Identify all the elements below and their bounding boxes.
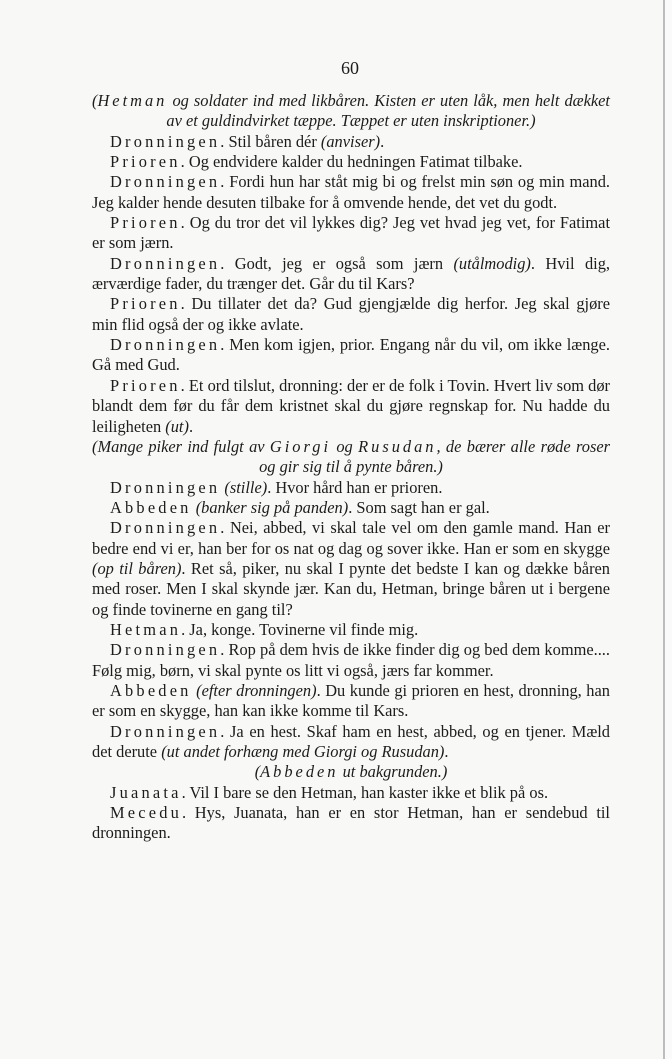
spoken-text: . Fordi hun har ståt mig bi og frelst min søn og min mand. Jeg kalder hende desuten tilbake for å omvende hende, det vet du godt.	[92, 172, 610, 212]
spoken-text: . Hys, Juanata, han er en stor Hetman, han er sendebud til dronningen.	[92, 803, 610, 843]
spoken-text: . Rop på dem hvis de ikke finder dig og bed dem komme.... Følg mig, børn, vi skal pynte os litt vi også, jærs far kommer.	[92, 640, 610, 680]
spoken-text: .	[380, 131, 385, 151]
stage-direction	[92, 437, 610, 478]
dialogue-line	[92, 254, 610, 295]
spoken-text: . Ja en hest. Skaf ham en hest, abbed, og en tjener. Mæld det derute	[92, 721, 610, 761]
character-name: Rusudan	[358, 436, 437, 456]
speaker-name: Prioren	[110, 294, 181, 314]
dialogue-line	[92, 294, 610, 335]
spoken-text: . Godt, jeg er også som jærn	[220, 253, 454, 273]
stage-note: (ut)	[165, 416, 189, 436]
speaker-name: Prioren	[110, 152, 181, 172]
spoken-text: . Men kom igjen, prior. Engang når du vil, om ikke længe. Gå med Gud.	[92, 335, 610, 375]
dialogue-line	[92, 335, 610, 376]
spoken-text: .	[188, 416, 194, 436]
spoken-text: . Et ord tilslut, dronning: der er de folk i Tovin. Hvert liv som dør blandt dem før du får dem kristnet skal du gjøre regnskap for. Nu hadde du leiligheten	[92, 375, 610, 436]
stage-note: (efter dronningen)	[196, 680, 317, 700]
spoken-text: . Vil I bare se den Hetman, han kaster ikke et blik på os.	[181, 782, 549, 802]
dialogue-line	[92, 172, 610, 213]
spoken-text: . Og du tror det vil lykkes dig? Jeg vet hvad jeg vet, for Fatimat er som jærn.	[92, 213, 610, 253]
spoken-text: . Som sagt han er gal.	[348, 497, 490, 517]
dialogue-line	[92, 620, 610, 640]
speaker-name: Dronningen	[110, 721, 221, 741]
dialogue-line	[92, 518, 610, 620]
stage-note: (Mange piker ind fulgt av	[92, 436, 270, 456]
dialogue-line	[92, 376, 610, 437]
stage-note: og soldater ind med likbåren. Kisten er uten låk, men helt dækket av et guldindvirket tæppe. Tæppet er uten inskriptioner.)	[166, 91, 610, 131]
dialogue-line	[92, 498, 610, 518]
stage-note: (	[92, 91, 98, 110]
stage-direction	[92, 762, 610, 782]
speaker-name: Hetman	[110, 619, 182, 639]
dialogue-line	[92, 722, 610, 763]
speaker-name: Dronningen	[110, 172, 221, 192]
play-text-body	[92, 91, 610, 844]
spoken-text: . Nei, abbed, vi skal tale vel om den gamle mand. Han er bedre end vi er, han ber for os nat og dag og sover ikke. Han er som en skygge	[92, 518, 610, 558]
dialogue-line	[92, 681, 610, 722]
speaker-name: Abbeden	[110, 497, 192, 517]
speaker-name: Dronningen	[110, 131, 221, 151]
page-edge-margin	[665, 0, 672, 1059]
stage-direction	[92, 91, 610, 132]
character-name: Abbeden	[260, 762, 339, 782]
speaker-name: Dronningen	[110, 253, 221, 273]
stage-note: (banker sig på panden)	[195, 497, 349, 517]
stage-note: og	[331, 436, 359, 456]
dialogue-line	[92, 803, 610, 844]
character-name: Hetman	[97, 91, 168, 110]
spoken-text: .	[444, 742, 449, 761]
speaker-name: Prioren	[110, 213, 181, 233]
stage-note: , de bærer alle røde roser og gir sig til å pynte båren.)	[259, 436, 610, 477]
stage-note: (ut andet forhæng med Giorgi og Rusudan)	[161, 742, 445, 761]
spoken-text: . Ja, konge. Tovinerne vil finde mig.	[181, 619, 419, 639]
stage-note: ut bakgrunden.)	[338, 762, 448, 782]
stage-note: (	[254, 762, 261, 782]
spoken-text: . Du tillater det da? Gud gjengjælde dig herfor. Jeg skal gjøre min flid også der og ikke avlate.	[92, 294, 610, 334]
speaker-name: Dronningen	[110, 477, 221, 497]
character-name: Giorgi	[269, 436, 331, 456]
stage-note: (anviser)	[320, 131, 381, 151]
dialogue-line	[92, 640, 610, 681]
speaker-name: Dronningen	[110, 640, 221, 660]
stage-note: (utålmodig)	[453, 253, 531, 273]
stage-note: (op til båren)	[92, 558, 182, 578]
speaker-name: Juanata	[110, 782, 182, 802]
speaker-name: Prioren	[110, 375, 181, 395]
speaker-name: Dronningen	[110, 518, 221, 538]
spoken-text: . Hvor hård han er prioren.	[267, 477, 443, 497]
dialogue-line	[92, 152, 610, 172]
spoken-text: . Ret så, piker, nu skal I pynte det bedste I kan og dække båren med roser. Men I skal skynde jær. Kan du, Hetman, bringe båren ut i bergene og finde tovinerne en gang til?	[92, 558, 610, 619]
speaker-name: Dronningen	[110, 335, 221, 355]
stage-note: (stille)	[224, 477, 268, 497]
dialogue-line	[92, 783, 610, 803]
dialogue-line	[92, 132, 610, 152]
dialogue-line	[92, 478, 610, 498]
spoken-text: . Du kunde gi prioren en hest, dronning, han er som en skygge, han kan ikke komme til Kars.	[92, 680, 610, 721]
speaker-name: Mecedu	[110, 803, 182, 823]
spoken-text: . Stil båren dér	[220, 131, 321, 151]
speaker-name: Abbeden	[110, 680, 192, 700]
dialogue-line	[92, 213, 610, 254]
page-number: 60	[341, 58, 359, 78]
spoken-text: . Hvil dig, ærværdige fader, du trænger det. Går du til Kars?	[92, 253, 610, 294]
spoken-text: . Og endvidere kalder du hedningen Fatimat tilbake.	[180, 152, 523, 172]
